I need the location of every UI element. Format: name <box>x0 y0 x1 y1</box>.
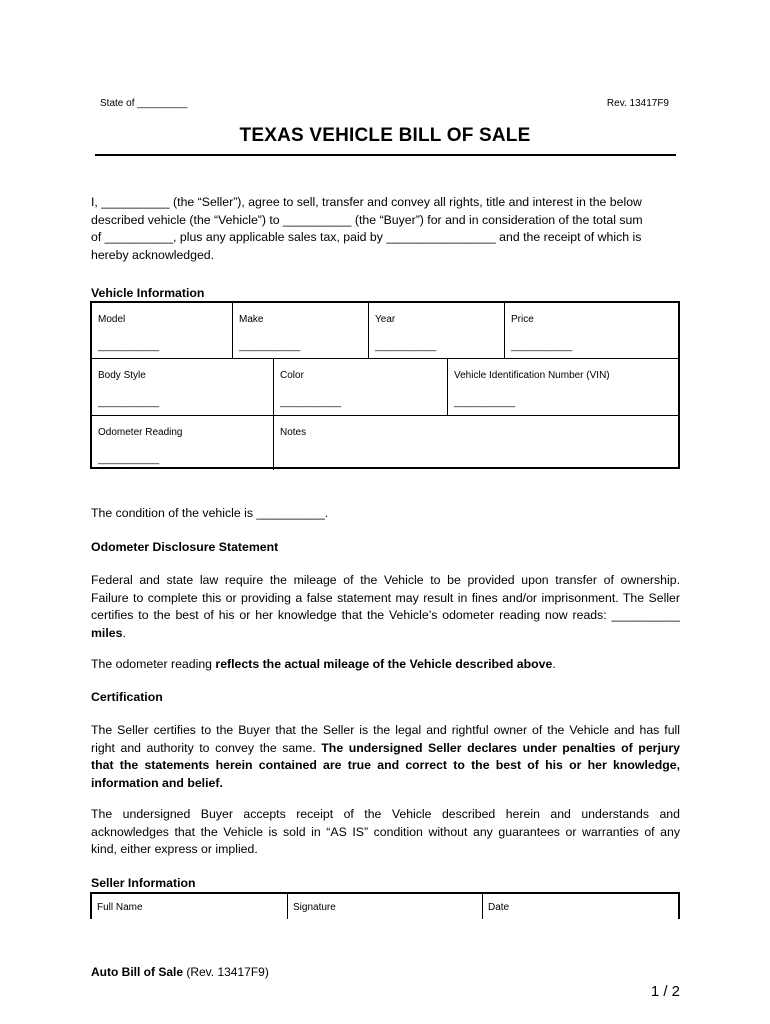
reflects-prefix: The odometer reading <box>91 657 216 671</box>
vehicle-row-2 <box>92 359 678 416</box>
condition-line: The condition of the vehicle is __________. <box>91 506 329 520</box>
odometer-heading: Odometer Disclosure Statement <box>91 540 279 554</box>
title-underline <box>95 154 676 156</box>
year-cell[interactable] <box>369 303 505 359</box>
reflects-bold: reflects the actual mileage of the Vehicle described above <box>215 657 553 671</box>
revision-label: Rev. 13417F9 <box>606 98 669 109</box>
model-cell[interactable] <box>92 303 233 359</box>
odometer-blank: ___________ <box>98 453 160 465</box>
odometer-line <box>91 625 680 643</box>
make-cell[interactable] <box>233 303 369 359</box>
column-divider <box>287 894 288 919</box>
make-blank: ___________ <box>239 341 301 352</box>
vehicle-info-table <box>90 301 680 469</box>
footer-rev: (Rev. 13417F9) <box>183 965 269 979</box>
odometer-reflects-line <box>91 656 556 674</box>
intro-line: I, __________ (the “Seller”), agree to sell, transfer and convey all rights, title and interest in the below <box>91 195 642 209</box>
certification-line <box>91 740 680 758</box>
notes-cell[interactable] <box>274 416 679 470</box>
vehicle-info-heading: Vehicle Information <box>91 286 205 300</box>
odometer-line: certifies to the best of his or her knowledge that the Vehicle’s odometer reading now reads: __________ <box>91 608 680 622</box>
miles-text: miles <box>91 625 123 640</box>
vehicle-row-1 <box>92 303 678 359</box>
buyer-line: kind, either express or implied. <box>91 842 258 856</box>
date-label[interactable]: Date <box>488 902 510 913</box>
vehicle-row-3 <box>92 416 678 470</box>
footer-doc-name <box>91 965 269 979</box>
vin-label: Vehicle Identification Number (VIN) <box>454 370 610 381</box>
column-divider <box>482 894 483 919</box>
year-label: Year <box>375 314 396 325</box>
vin-blank: ___________ <box>454 397 516 408</box>
intro-line: described vehicle (the “Vehicle”) to __________ (the “Buyer”) for and in consideration of the total sum <box>91 212 643 227</box>
intro-line: hereby acknowledged. <box>91 247 215 262</box>
signature-label[interactable]: Signature <box>293 902 336 913</box>
body-style-label: Body Style <box>98 370 146 381</box>
certification-line: The Seller certifies to the Buyer that the Seller is the legal and rightful owner of the Vehicle and has full <box>91 723 680 737</box>
page-number: 1 / 2 <box>650 983 680 1000</box>
certification-line: information and belief. <box>91 775 223 790</box>
odometer-cell[interactable] <box>92 416 274 470</box>
model-label: Model <box>98 314 126 325</box>
cert-bold: The undersigned Seller declares under penalties of perjury <box>321 740 680 755</box>
state-label: State of _________ <box>100 98 188 109</box>
odometer-label: Odometer Reading <box>98 426 183 438</box>
body-style-cell[interactable] <box>92 359 274 415</box>
year-blank: ___________ <box>375 341 437 352</box>
buyer-line: acknowledges that the Vehicle is sold in “AS IS” condition without any guarantees or warranties of any <box>91 824 680 839</box>
price-label: Price <box>511 314 534 325</box>
price-blank: ___________ <box>511 341 573 352</box>
cert-normal: right and authority to convey the same. <box>91 740 322 755</box>
buyer-line: The undersigned Buyer accepts receipt of the Vehicle described herein and understands and <box>91 807 680 821</box>
make-label: Make <box>239 314 264 325</box>
seller-info-heading: Seller Information <box>91 876 196 890</box>
seller-info-table <box>90 892 680 919</box>
odometer-line: Failure to complete this or providing a false statement may result in fines and/or imprisonment. The Seller <box>91 590 680 605</box>
full-name-label[interactable]: Full Name <box>97 902 143 913</box>
odometer-paragraph <box>91 572 680 642</box>
period: . <box>122 625 126 640</box>
price-cell[interactable] <box>505 303 679 359</box>
certification-heading: Certification <box>91 690 163 704</box>
notes-label: Notes <box>280 426 307 438</box>
odometer-line: Federal and state law require the mileage of the Vehicle to be provided upon transfer of ownership. <box>91 573 680 587</box>
color-cell[interactable] <box>274 359 448 415</box>
page-title: TEXAS VEHICLE BILL OF SALE <box>239 125 531 146</box>
certification-line: that the statements herein contained are true and correct to the best of his or her knowledge, <box>91 758 680 772</box>
footer-title: Auto Bill of Sale <box>91 965 184 979</box>
model-blank: ___________ <box>98 341 160 352</box>
intro-line: of __________, plus any applicable sales tax, paid by ________________ and the receipt of which is <box>91 230 642 244</box>
buyer-acceptance-paragraph <box>91 806 680 859</box>
intro-paragraph <box>91 194 691 264</box>
color-label: Color <box>280 370 304 381</box>
certification-paragraph <box>91 722 680 792</box>
vin-cell[interactable] <box>448 359 679 415</box>
period: . <box>552 657 556 671</box>
body-style-blank: ___________ <box>98 397 160 408</box>
color-blank: ___________ <box>280 397 342 408</box>
